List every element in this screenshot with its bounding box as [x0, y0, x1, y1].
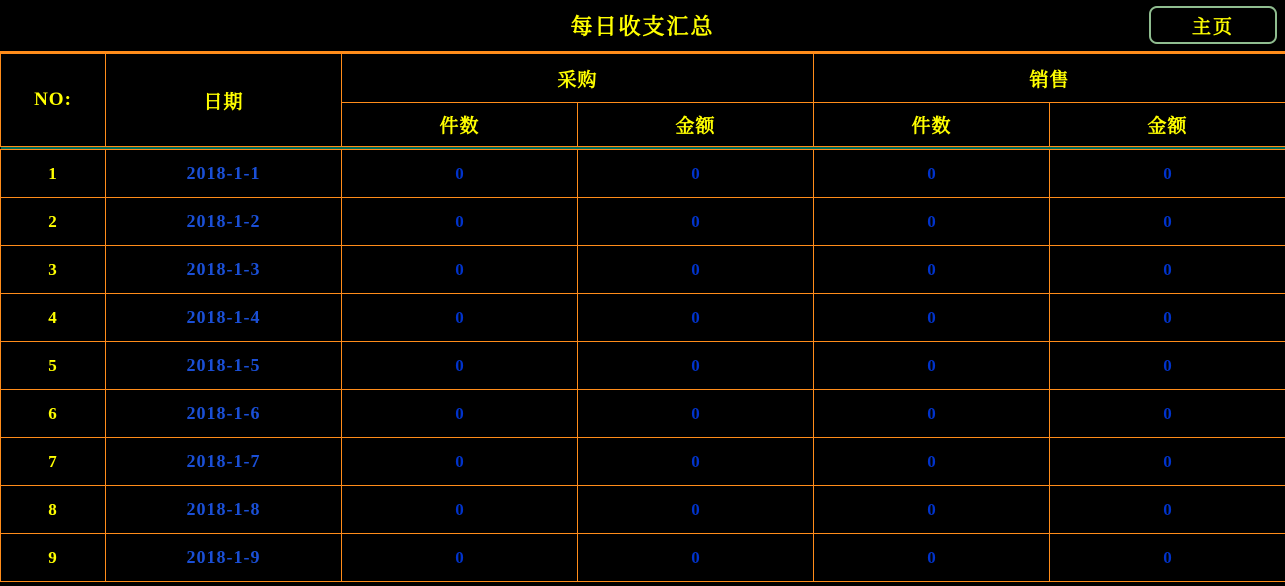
home-button[interactable]: 主页 — [1149, 6, 1277, 44]
row-purchase-qty: 0 — [342, 486, 578, 534]
row-no: 2 — [1, 198, 106, 246]
row-sales-amount: 0 — [1050, 198, 1285, 246]
row-sales-qty: 0 — [814, 246, 1050, 294]
row-sales-qty: 0 — [814, 390, 1050, 438]
row-sales-amount: 0 — [1050, 438, 1285, 486]
row-purchase-qty: 0 — [342, 534, 578, 582]
header-sales-amount: 金额 — [1050, 103, 1285, 147]
table-row[interactable] — [1, 390, 1285, 438]
row-date: 2018-1-7 — [106, 438, 342, 486]
table-row[interactable] — [1, 534, 1285, 582]
row-purchase-qty: 0 — [342, 342, 578, 390]
row-date: 2018-1-9 — [106, 534, 342, 582]
row-date: 2018-1-5 — [106, 342, 342, 390]
row-purchase-amount: 0 — [578, 150, 814, 198]
table-row[interactable] — [1, 342, 1285, 390]
row-date: 2018-1-3 — [106, 246, 342, 294]
table-row[interactable] — [1, 198, 1285, 246]
header-sales-qty: 件数 — [814, 103, 1050, 147]
row-purchase-qty: 0 — [342, 294, 578, 342]
table-body — [1, 150, 1285, 582]
row-date: 2018-1-1 — [106, 150, 342, 198]
row-no: 1 — [1, 150, 106, 198]
row-sales-qty: 0 — [814, 294, 1050, 342]
row-purchase-amount: 0 — [578, 390, 814, 438]
row-sales-qty: 0 — [814, 342, 1050, 390]
row-purchase-amount: 0 — [578, 486, 814, 534]
row-sales-qty: 0 — [814, 534, 1050, 582]
table-row[interactable] — [1, 486, 1285, 534]
row-sales-amount: 0 — [1050, 150, 1285, 198]
row-purchase-qty: 0 — [342, 438, 578, 486]
row-date: 2018-1-2 — [106, 198, 342, 246]
header-purchase-qty: 件数 — [342, 103, 578, 147]
row-sales-qty: 0 — [814, 486, 1050, 534]
row-sales-qty: 0 — [814, 438, 1050, 486]
row-date: 2018-1-6 — [106, 390, 342, 438]
table-row[interactable] — [1, 438, 1285, 486]
row-purchase-amount: 0 — [578, 246, 814, 294]
row-purchase-qty: 0 — [342, 150, 578, 198]
row-date: 2018-1-4 — [106, 294, 342, 342]
row-sales-amount: 0 — [1050, 390, 1285, 438]
table-row[interactable] — [1, 246, 1285, 294]
row-sales-amount: 0 — [1050, 342, 1285, 390]
row-sales-amount: 0 — [1050, 246, 1285, 294]
title-bar — [0, 0, 1285, 53]
daily-summary-table — [0, 53, 1285, 582]
row-sales-amount: 0 — [1050, 294, 1285, 342]
row-no: 8 — [1, 486, 106, 534]
page-title: 每日收支汇总 — [570, 14, 715, 39]
table-header — [1, 54, 1285, 150]
row-no: 5 — [1, 342, 106, 390]
table-row[interactable] — [1, 294, 1285, 342]
header-date: 日期 — [106, 54, 342, 147]
row-no: 7 — [1, 438, 106, 486]
header-no: NO: — [1, 54, 106, 147]
row-date: 2018-1-8 — [106, 486, 342, 534]
row-no: 9 — [1, 534, 106, 582]
row-purchase-amount: 0 — [578, 342, 814, 390]
row-no: 6 — [1, 390, 106, 438]
row-sales-qty: 0 — [814, 198, 1050, 246]
row-no: 4 — [1, 294, 106, 342]
row-no: 3 — [1, 246, 106, 294]
row-purchase-amount: 0 — [578, 534, 814, 582]
row-purchase-amount: 0 — [578, 294, 814, 342]
row-purchase-amount: 0 — [578, 438, 814, 486]
row-sales-amount: 0 — [1050, 534, 1285, 582]
row-purchase-amount: 0 — [578, 198, 814, 246]
table-row[interactable] — [1, 150, 1285, 198]
row-sales-amount: 0 — [1050, 486, 1285, 534]
header-purchase-group: 采购 — [342, 54, 814, 103]
header-sales-group: 销售 — [814, 54, 1285, 103]
row-purchase-qty: 0 — [342, 246, 578, 294]
header-purchase-amount: 金额 — [578, 103, 814, 147]
row-sales-qty: 0 — [814, 150, 1050, 198]
row-purchase-qty: 0 — [342, 390, 578, 438]
row-purchase-qty: 0 — [342, 198, 578, 246]
